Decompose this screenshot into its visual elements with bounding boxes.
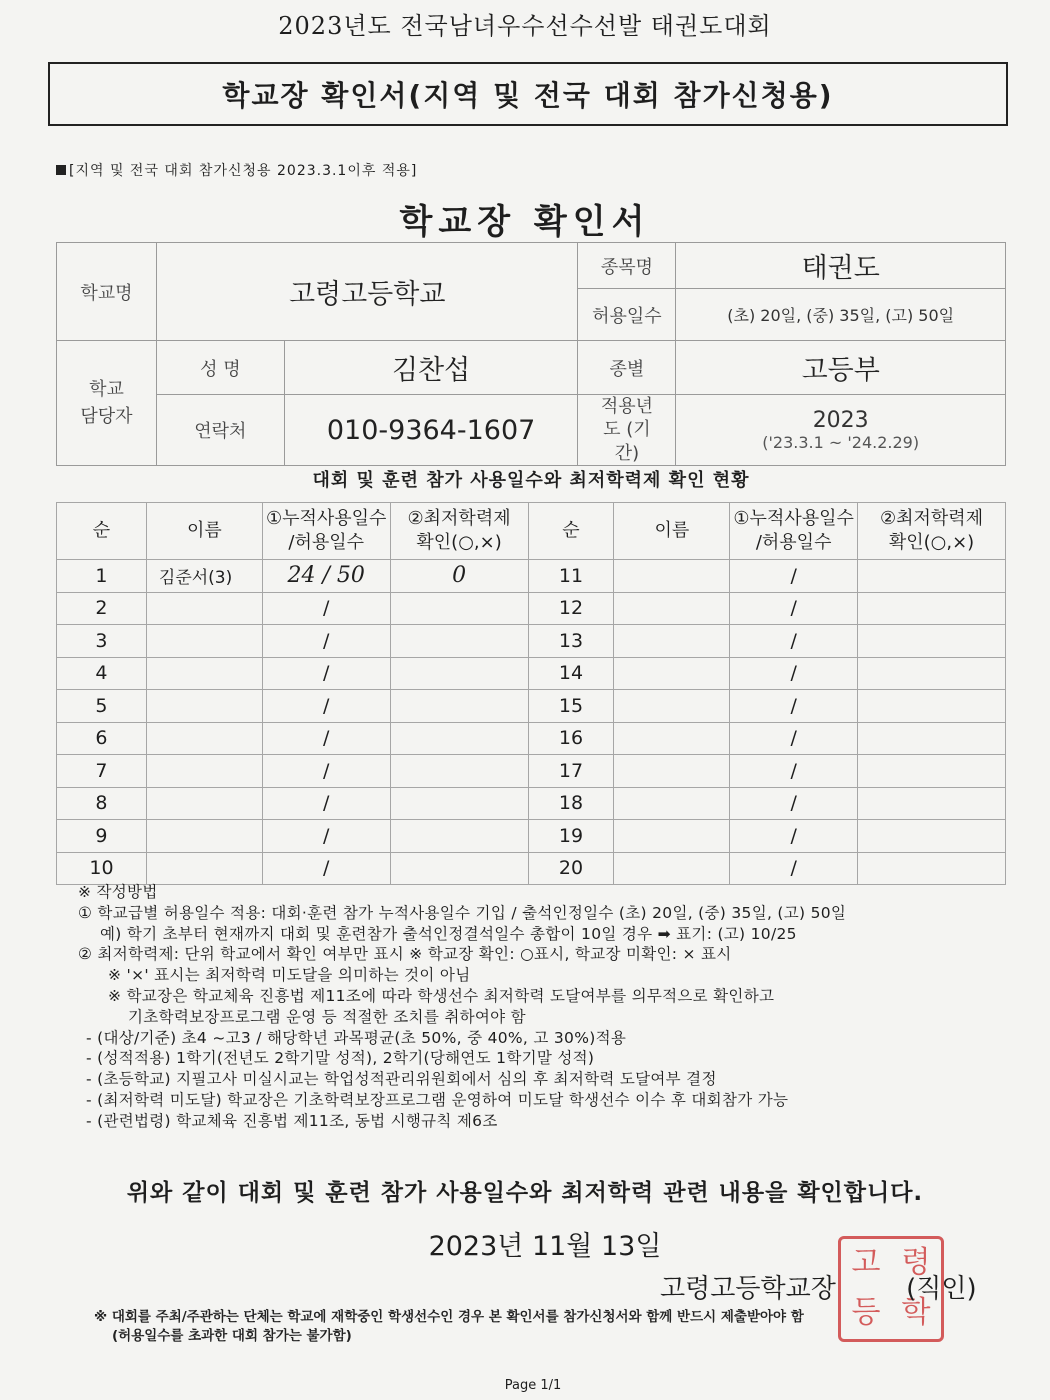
table-row: [57, 722, 1006, 755]
row-name: [146, 787, 262, 820]
row-name: [146, 852, 262, 885]
row-number: 2: [57, 592, 147, 625]
boxed-title: 학교장 확인서(지역 및 전국 대회 참가신청용): [48, 62, 1008, 126]
row-name: [146, 625, 262, 658]
row-name: 김준서(3): [146, 560, 262, 593]
detail-1: - (대상/기준) 초4 ~고3 / 해당학년 과목평균(초 50%, 중 40%, 고 30%)적용: [86, 1028, 627, 1047]
allowed-days-value: (초) 20일, (중) 35일, (고) 50일: [676, 289, 1006, 341]
row-number: 12: [528, 592, 614, 625]
table-row: [57, 690, 1006, 723]
row-days: /: [262, 787, 390, 820]
row-check: [390, 625, 528, 658]
row-name: [146, 820, 262, 853]
seal-char: 고: [851, 1245, 881, 1280]
header-check-right: [858, 503, 1006, 560]
row-name: [146, 755, 262, 788]
row-check: [390, 657, 528, 690]
row-days: /: [262, 852, 390, 885]
header-days-line1: ①누적사용일수: [733, 507, 854, 529]
row-name: [146, 592, 262, 625]
header-days-line2: /허용일수: [755, 532, 832, 553]
row-days: /: [730, 560, 858, 593]
row-days: /: [730, 852, 858, 885]
header-days-line2: /허용일수: [288, 532, 365, 553]
header-check-line2: 확인(○,×): [416, 532, 502, 553]
row-days: /: [730, 820, 858, 853]
row-check: [858, 755, 1006, 788]
row-days: /: [730, 592, 858, 625]
instruction-2-sub3: 기초학력보장프로그램 운영 등 적절한 조치를 취하여야 함: [128, 1007, 526, 1026]
row-number: 14: [528, 657, 614, 690]
row-number: 4: [57, 657, 147, 690]
school-label: 학교명: [57, 243, 157, 341]
row-number: 20: [528, 852, 614, 885]
row-check: [390, 755, 528, 788]
seal-char: 령: [901, 1245, 931, 1280]
form-reference: [56, 160, 417, 180]
instruction-1: ① 학교급별 허용일수 적용: 대회·훈련 참가 누적사용일수 기입 / 출석인정일수 (초) 20일, (중) 35일, (고) 50일: [78, 903, 847, 922]
header-no-left: 순: [57, 503, 147, 560]
info-table: [56, 242, 1006, 466]
main-title: 학교장 확인서: [399, 202, 651, 242]
row-name: [146, 690, 262, 723]
page-number: Page 1/1: [504, 1378, 562, 1393]
row-number: 11: [528, 560, 614, 593]
row-days: /: [730, 657, 858, 690]
footnote-line2: (허용일수를 초과한 대회 참가는 불가함): [112, 1328, 352, 1344]
row-days: /: [730, 722, 858, 755]
footnote: [94, 1308, 994, 1346]
name-value: 김찬섭: [284, 341, 578, 395]
table-row: [57, 592, 1006, 625]
document-date: 2023년 11월 13일: [428, 1231, 662, 1262]
row-number: 10: [57, 852, 147, 885]
row-check: [858, 820, 1006, 853]
row-number: 8: [57, 787, 147, 820]
row-name: [614, 852, 730, 885]
allowed-days-label: 허용일수: [578, 289, 676, 341]
row-check: [858, 625, 1006, 658]
row-days: /: [262, 820, 390, 853]
header-no-right: 순: [528, 503, 614, 560]
header-check-left: [390, 503, 528, 560]
row-name: [614, 690, 730, 723]
row-number: 16: [528, 722, 614, 755]
row-name: [614, 592, 730, 625]
table-row: [57, 625, 1006, 658]
sport-value: 태권도: [676, 243, 1006, 289]
header-name-right: 이름: [614, 503, 730, 560]
row-days: 24 / 50: [262, 560, 390, 593]
row-number: 18: [528, 787, 614, 820]
roster-body: [57, 560, 1006, 885]
row-name: [146, 722, 262, 755]
row-number: 17: [528, 755, 614, 788]
row-number: 3: [57, 625, 147, 658]
detail-2: - (성적적용) 1학기(전년도 2학기말 성적), 2학기(당해연도 1학기말 성적): [86, 1049, 595, 1068]
row-name: [614, 787, 730, 820]
year-cell: [676, 395, 1006, 466]
category-value: 고등부: [676, 341, 1006, 395]
row-days: /: [262, 592, 390, 625]
table-row: [57, 852, 1006, 885]
row-days: /: [730, 787, 858, 820]
table-row: [57, 657, 1006, 690]
name-label: 성 명: [156, 341, 284, 395]
form-reference-text: [지역 및 전국 대회 참가신청용 2023.3.1이후 적용]: [69, 163, 418, 179]
row-check: [390, 592, 528, 625]
row-number: 19: [528, 820, 614, 853]
event-title: 2023년도 전국남녀우수선수선발 태권도대회: [278, 12, 772, 40]
header-check-line1: ②최저학력제: [407, 507, 511, 529]
row-name: [614, 560, 730, 593]
row-number: 9: [57, 820, 147, 853]
row-number: 7: [57, 755, 147, 788]
contact-value: 010-9364-1607: [284, 395, 578, 466]
roster-table: [56, 502, 1006, 885]
instruction-1-example: 예) 학기 초부터 현재까지 대회 및 훈련참가 출석인정결석일수 총합이 10일 경우 ➡ 표기: (고) 10/25: [100, 924, 797, 943]
manager-label: 학교 담당자: [57, 341, 157, 466]
row-number: 6: [57, 722, 147, 755]
row-check: [390, 690, 528, 723]
row-name: [146, 657, 262, 690]
header-check-line1: ②최저학력제: [880, 507, 984, 529]
header-check-line2: 확인(○,×): [888, 532, 975, 553]
instruction-2-sub2: ※ 학교장은 학교체육 진흥법 제11조에 따라 학생선수 최저학력 도달여부를 의무적으로 확인하고: [108, 986, 775, 1005]
header-days-line1: ①누적사용일수: [265, 507, 387, 529]
table-row: [57, 755, 1006, 788]
row-days: /: [262, 625, 390, 658]
row-name: [614, 625, 730, 658]
row-name: [614, 820, 730, 853]
row-days: /: [730, 755, 858, 788]
row-days: /: [262, 755, 390, 788]
detail-4: - (최저학력 미도달) 학교장은 기초학력보장프로그램 운영하여 미도달 학생선수 이수 후 대회참가 가능: [86, 1090, 789, 1109]
seal-char: 등: [851, 1295, 881, 1330]
table-row: [57, 560, 1006, 593]
school-value: 고령고등학교: [156, 243, 578, 341]
row-check: [390, 787, 528, 820]
row-check: [858, 787, 1006, 820]
seal-mark: (직인): [906, 1274, 977, 1304]
row-check: 0: [390, 560, 528, 593]
instructions-heading: ※ 작성방법: [78, 883, 158, 901]
row-name: [614, 755, 730, 788]
year-label: 적용년도 (기간): [578, 395, 676, 466]
row-number: 1: [57, 560, 147, 593]
year-period: ('23.3.1 ~ '24.2.29): [762, 433, 920, 453]
row-check: [390, 852, 528, 885]
sport-label: 종목명: [578, 243, 676, 289]
header-days-left: [262, 503, 390, 560]
row-name: [614, 722, 730, 755]
row-check: [858, 852, 1006, 885]
year-value: 2023: [812, 408, 869, 434]
row-name: [614, 657, 730, 690]
square-bullet-icon: [56, 165, 66, 175]
seal-char: 학: [901, 1295, 931, 1330]
row-days: /: [262, 690, 390, 723]
detail-3: - (초등학교) 지필고사 미실시교는 학업성적관리위원회에서 심의 후 최저학력 도달여부 결정: [86, 1070, 717, 1089]
principal-signature: [660, 1268, 977, 1305]
instruction-2-sub1: ※ '×' 표시는 최저학력 미도달을 의미하는 것이 아님: [108, 966, 471, 985]
row-check: [858, 560, 1006, 593]
category-label: 종별: [578, 341, 676, 395]
row-days: /: [262, 722, 390, 755]
row-number: 5: [57, 690, 147, 723]
row-check: [858, 657, 1006, 690]
row-number: 13: [528, 625, 614, 658]
row-check: [390, 722, 528, 755]
row-number: 15: [528, 690, 614, 723]
principal-title: 고령고등학교장: [660, 1274, 836, 1304]
table-row: [57, 820, 1006, 853]
status-title: 대회 및 훈련 참가 사용일수와 최저학력제 확인 현황: [312, 470, 750, 491]
row-check: [858, 690, 1006, 723]
row-days: /: [730, 690, 858, 723]
contact-label: 연락처: [156, 395, 284, 466]
instruction-2: ② 최저학력제: 단위 학교에서 확인 여부만 표시 ※ 학교장 확인: ○표시, 학교장 미확인: × 표시: [78, 945, 732, 964]
header-name-left: 이름: [146, 503, 262, 560]
row-check: [390, 820, 528, 853]
table-row: [57, 787, 1006, 820]
detail-5: - (관련법령) 학교체육 진흥법 제11조, 동법 시행규칙 제6조: [86, 1111, 498, 1130]
instructions: [78, 882, 998, 1132]
confirmation-statement: 위와 같이 대회 및 훈련 참가 사용일수와 최저학력 관련 내용을 확인합니다.: [126, 1180, 924, 1206]
header-days-right: [730, 503, 858, 560]
row-days: /: [262, 657, 390, 690]
row-check: [858, 722, 1006, 755]
row-check: [858, 592, 1006, 625]
footnote-line1: ※ 대회를 주최/주관하는 단체는 학교에 재학중인 학생선수인 경우 본 확인서를 참가신청서와 함께 반드시 제출받아야 함: [94, 1309, 804, 1325]
row-days: /: [730, 625, 858, 658]
